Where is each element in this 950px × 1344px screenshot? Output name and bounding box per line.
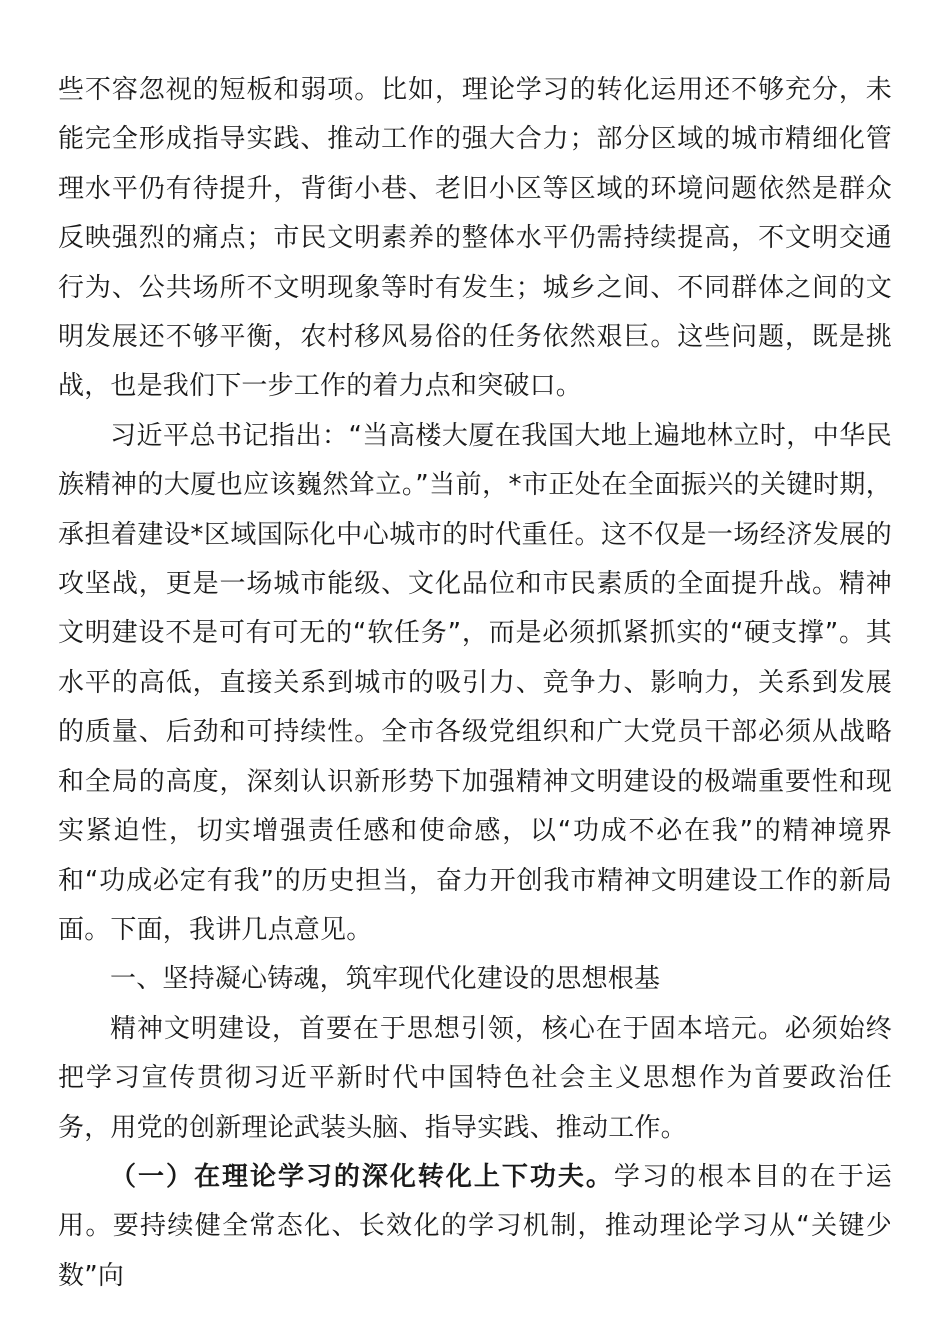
section-heading-one: 一、坚持凝心铸魂，筑牢现代化建设的思想根基 [110, 964, 661, 995]
paragraph-theory-study-text: 学习的根本目的在于运用。要持续健全常态化、长效化的学习机制，推动理论学习从“关键少数”向 [58, 1161, 892, 1291]
sub-heading-one: （一）在理论学习的深化转化上下功夫。 [110, 1161, 614, 1192]
document-page [58, 66, 892, 1301]
paragraph-ideological-guidance: 精神文明建设，首要在于思想引领，核心在于固本培元。必须始终把学习宣传贯彻习近平新时代中国特色社会主义思想作为首要政治任务，用党的创新理论武装头脑、指导实践、推动工作。 [58, 1013, 892, 1143]
paragraph-theory-study [58, 1153, 892, 1301]
paragraph-shortcomings: 些不容忽视的短板和弱项。比如，理论学习的转化运用还不够充分，未能完全形成指导实践、推动工作的强大合力；部分区域的城市精细化管理水平仍有待提升，背街小巷、老旧小区等区域的环境问题依然是群众反映强烈的痛点；市民文明素养的整体水平仍需持续提高，不文明交通行为、公共场所不文明现象等时有发生；城乡之间、不同群体之间的文明发展还不够平衡，农村移风易俗的任务依然艰巨。这些问题，既是挑战，也是我们下一步工作的着力点和突破口。 [58, 75, 892, 402]
paragraph-xi-quote: 习近平总书记指出：“当高楼大厦在我国大地上遍地林立时，中华民族精神的大厦也应该巍然耸立。”当前，*市正处在全面振兴的关键时期，承担着建设*区域国际化中心城市的时代重任。这不仅是一场经济发展的攻坚战，更是一场城市能级、文化品位和市民素质的全面提升战。精神文明建设不是可有可无的“软任务”，而是必须抓紧抓实的“硬支撑”。其水平的高低，直接关系到城市的吸引力、竞争力、影响力，关系到发展的质量、后劲和可持续性。全市各级党组织和广大党员干部必须从战略和全局的高度，深刻认识新形势下加强精神文明建设的极端重要性和现实紧迫性，切实增强责任感和使命感，以“功成不必在我”的精神境界和“功成必定有我”的历史担当，奋力开创我市精神文明建设工作的新局面。下面，我讲几点意见。 [58, 420, 892, 945]
